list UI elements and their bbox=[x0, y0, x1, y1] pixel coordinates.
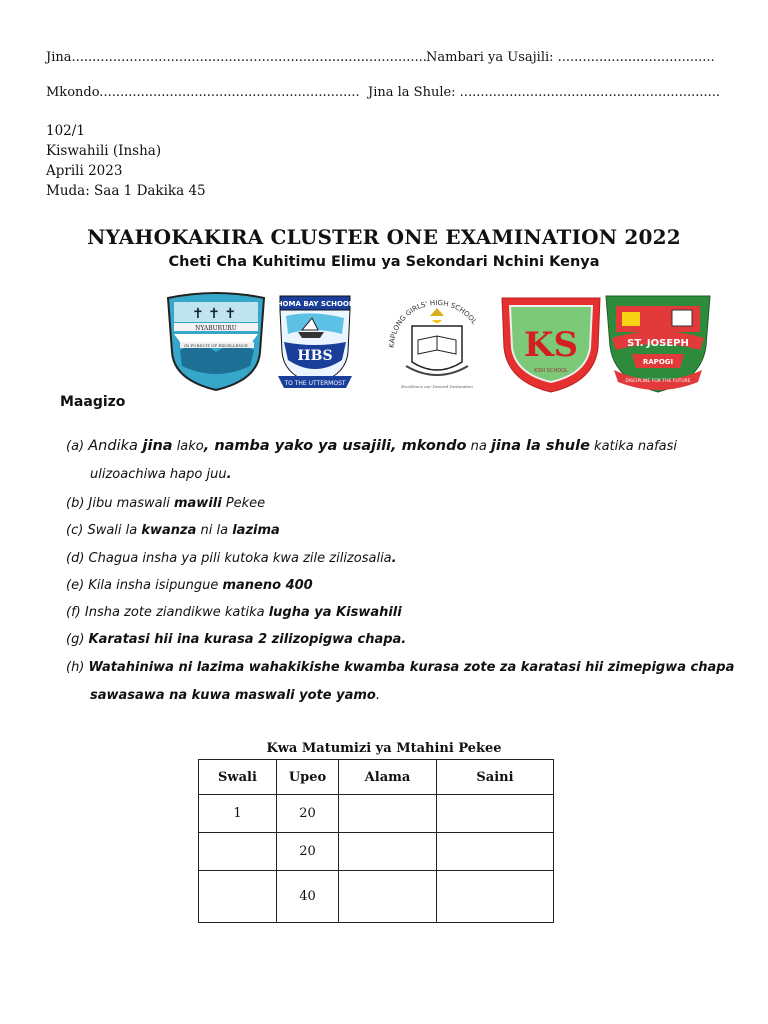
homabay-initials: HBS bbox=[297, 348, 333, 364]
col-swali: Swali bbox=[199, 760, 277, 795]
stjoseph-logo bbox=[602, 290, 714, 394]
instruction-d: (d) Chagua insha ya pili kutoka kwa zile zilizosalia. bbox=[66, 551, 397, 566]
cell-alama[interactable] bbox=[339, 833, 437, 871]
kaplong-name: KAPLONG GIRLS' HIGH SCHOOL bbox=[387, 298, 479, 349]
kisii-initials: KS bbox=[523, 325, 579, 365]
stjoseph-motto: DISCIPLINE FOR THE FUTURE bbox=[625, 379, 691, 384]
name-field[interactable]: Jina...................................................................................... bbox=[46, 50, 427, 65]
kisii-name: KISII SCHOOL bbox=[534, 368, 568, 374]
cell-saini[interactable] bbox=[437, 795, 554, 833]
instruction-a-continued: ulizoachiwa hapo juu. bbox=[90, 467, 232, 482]
exam-subtitle: Cheti Cha Kuhitimu Elimu ya Sekondari Nchini Kenya bbox=[168, 254, 600, 270]
stjoseph-place: RAPOGI bbox=[642, 358, 674, 366]
school-logos bbox=[162, 290, 714, 394]
cell-swali bbox=[199, 871, 277, 923]
marks-table bbox=[198, 759, 554, 923]
col-alama: Alama bbox=[339, 760, 437, 795]
cell-swali: 1 bbox=[199, 795, 277, 833]
table-caption: Kwa Matumizi ya Mtahini Pekee bbox=[266, 741, 502, 756]
cell-saini[interactable] bbox=[437, 833, 554, 871]
instruction-h: (h) Watahiniwa ni lazima wahakikishe kwamba kurasa zote za karatasi hii zimepigwa chapa bbox=[66, 660, 735, 675]
instruction-e: (e) Kila insha isipungue maneno 400 bbox=[66, 578, 313, 593]
instruction-f: (f) Insha zote ziandikwe katika lugha ya Kiswahili bbox=[66, 605, 402, 620]
kaplong-motto: Excellence our Desired Destination bbox=[401, 384, 473, 389]
homabay-logo bbox=[272, 290, 358, 394]
homabay-motto: TO THE UTTERMOST bbox=[284, 380, 346, 387]
nyabururu-motto: IN PURSUIT OF EXCELLENCE bbox=[184, 343, 248, 348]
table-header-row bbox=[199, 760, 554, 795]
stream-field[interactable]: Mkondo............................................................... bbox=[46, 85, 360, 100]
cell-swali bbox=[199, 833, 277, 871]
paper-duration: Muda: Saa 1 Dakika 45 bbox=[46, 183, 206, 199]
table-row bbox=[199, 833, 554, 871]
kisii-logo bbox=[498, 290, 604, 394]
homabay-name: HOMA BAY SCHOOL bbox=[276, 300, 354, 308]
kaplong-logo bbox=[382, 290, 492, 394]
stjoseph-name: ST. JOSEPH bbox=[627, 338, 689, 349]
instruction-a: (a) Andika jina lako, namba yako ya usajili, mkondo na jina la shule katika nafasi bbox=[66, 438, 678, 454]
cell-alama[interactable] bbox=[339, 871, 437, 923]
cell-upeo: 40 bbox=[277, 871, 339, 923]
nyabururu-name: NYABURURU bbox=[195, 325, 237, 332]
col-saini: Saini bbox=[437, 760, 554, 795]
instruction-c: (c) Swali la kwanza ni la lazima bbox=[66, 523, 280, 538]
table-row bbox=[199, 795, 554, 833]
paper-subject: Kiswahili (Insha) bbox=[46, 143, 162, 159]
registration-field[interactable]: Nambari ya Usajili: ...................................... bbox=[426, 50, 715, 65]
school-name-field[interactable]: Jina la Shule: ............................................................... bbox=[368, 85, 721, 100]
cell-upeo: 20 bbox=[277, 795, 339, 833]
nyabururu-logo bbox=[162, 290, 270, 394]
cell-alama[interactable] bbox=[339, 795, 437, 833]
instructions-heading: Maagizo bbox=[60, 394, 126, 410]
exam-title: NYAHOKAKIRA CLUSTER ONE EXAMINATION 2022 bbox=[87, 225, 681, 249]
col-upeo: Upeo bbox=[277, 760, 339, 795]
instruction-g: (g) Karatasi hii ina kurasa 2 zilizopigwa chapa. bbox=[66, 632, 407, 647]
instruction-h-continued: sawasawa na kuwa maswali yote yamo. bbox=[90, 688, 380, 703]
svg-text:✝ ✝ ✝: ✝ ✝ ✝ bbox=[192, 306, 237, 322]
table-row bbox=[199, 871, 554, 923]
cell-saini[interactable] bbox=[437, 871, 554, 923]
paper-date: Aprili 2023 bbox=[46, 163, 123, 179]
paper-code: 102/1 bbox=[46, 123, 85, 139]
cell-upeo: 20 bbox=[277, 833, 339, 871]
instruction-b: (b) Jibu maswali mawili Pekee bbox=[66, 496, 266, 511]
